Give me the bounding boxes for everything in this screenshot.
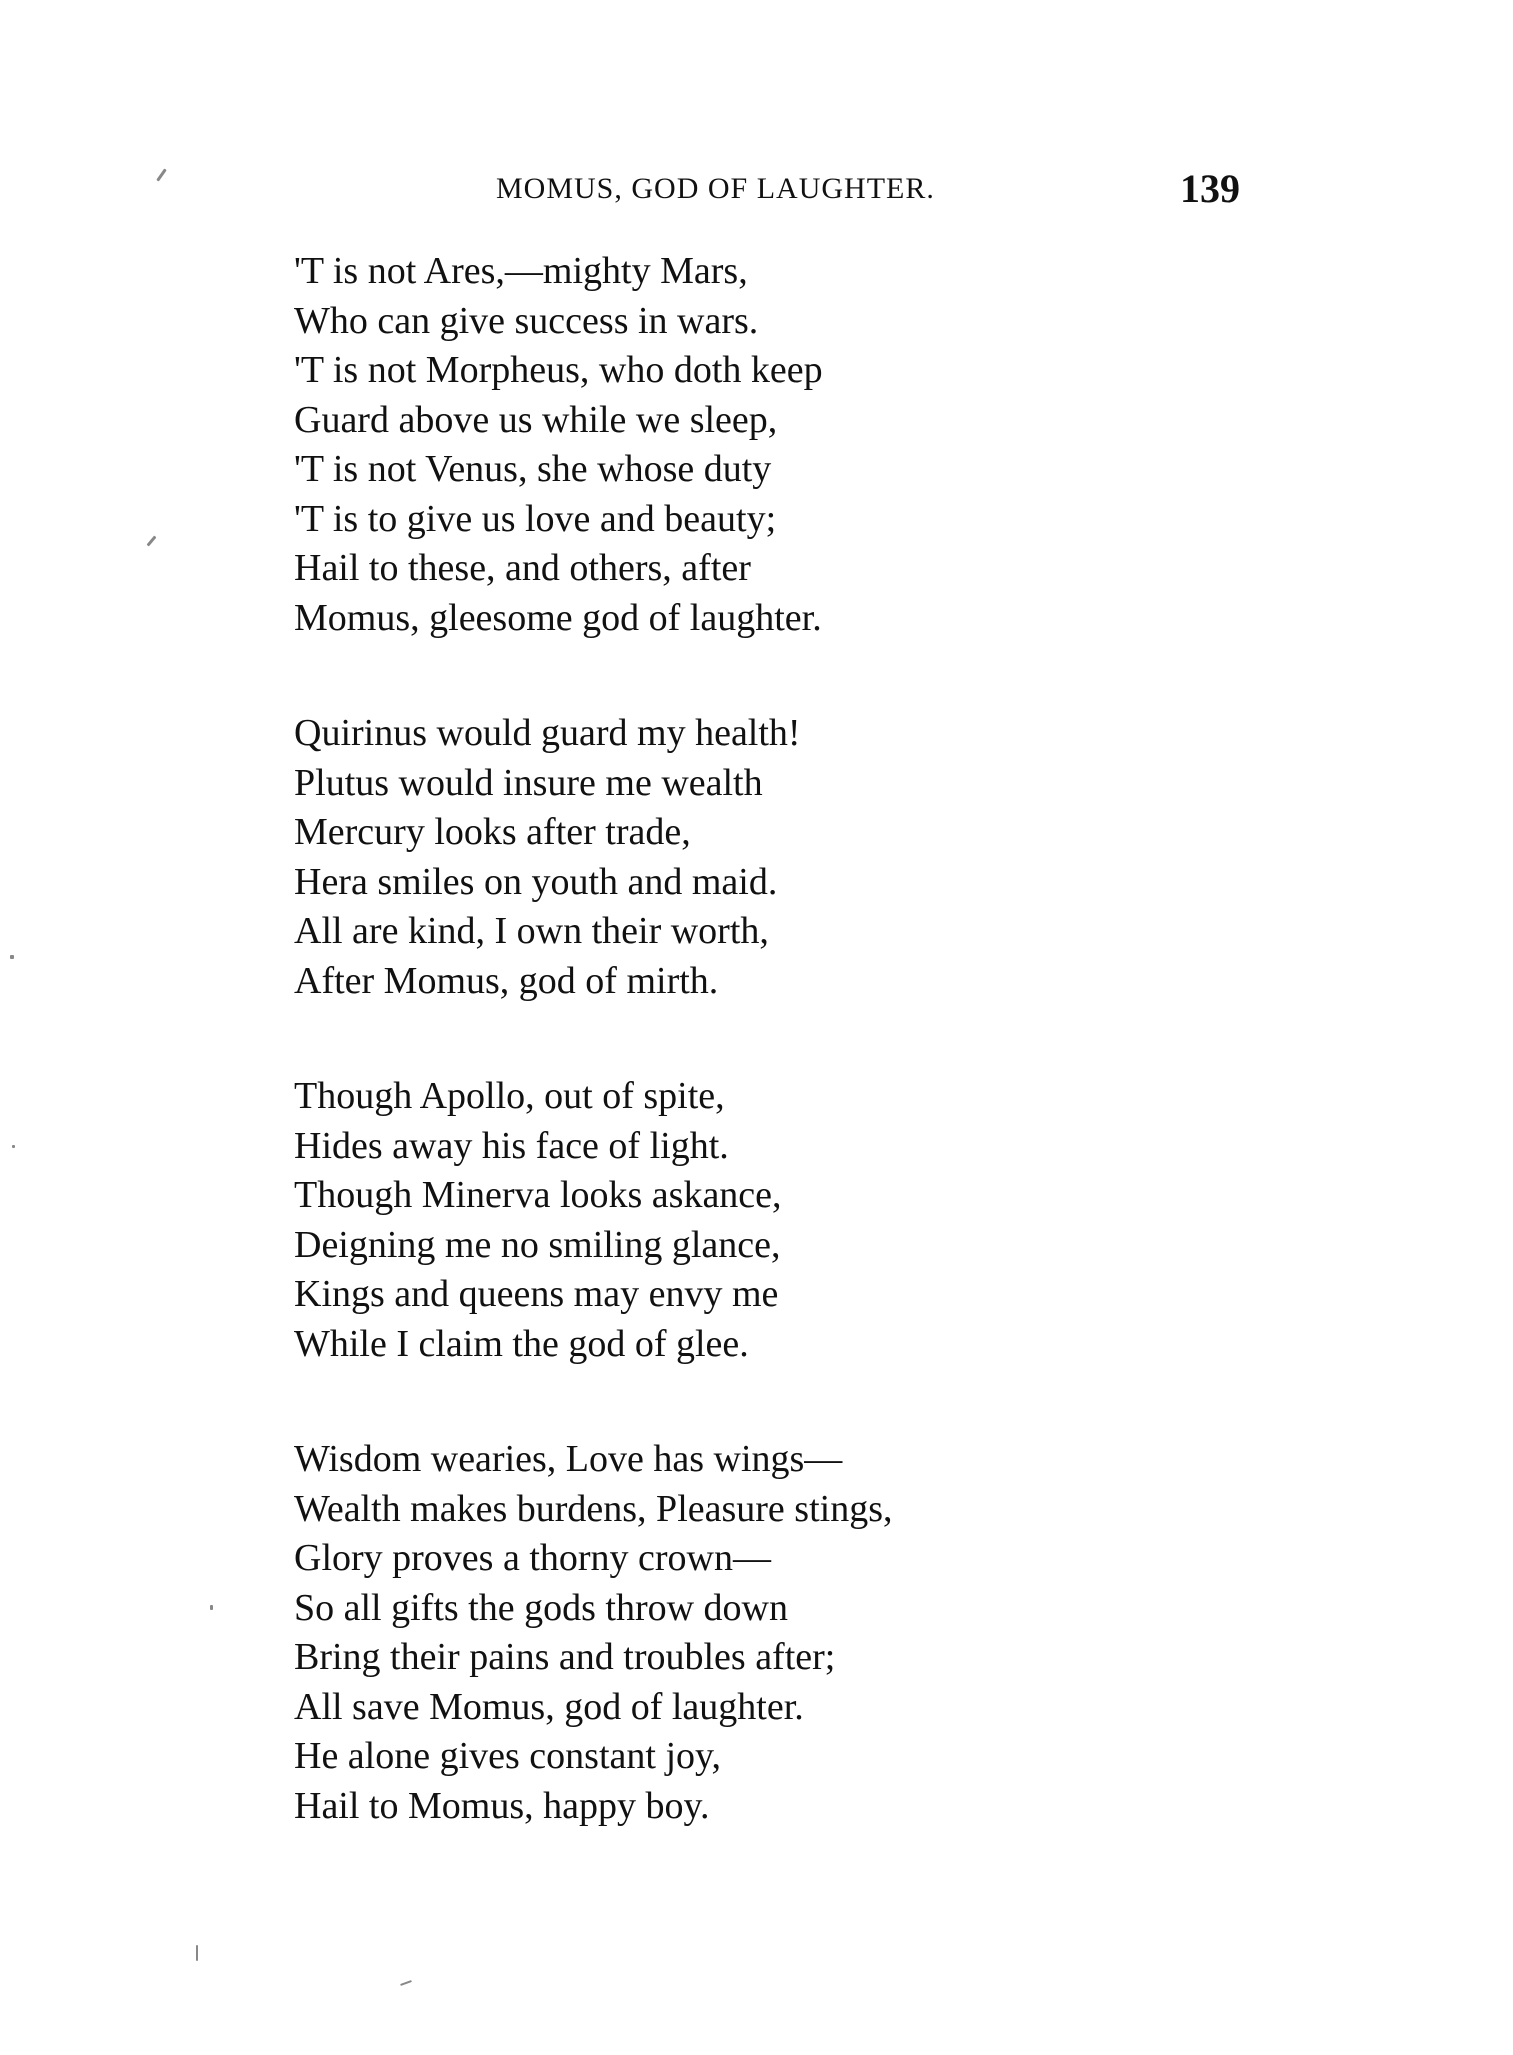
poem-line: All save Momus, god of laughter. [294,1685,804,1728]
poem-line: He alone gives constant joy, [294,1735,722,1777]
stanza-1 [294,247,1354,643]
poem-line: Guard above us while we sleep, [294,398,778,441]
scan-speck [196,1945,198,1961]
scan-speck [146,535,156,546]
poem-line: 'T is not Morpheus, who doth keep [294,349,823,391]
scan-speck [210,1605,213,1610]
poem-line: 'T is not Ares,—mighty Mars, [294,250,748,292]
poem-line: Plutus would insure me wealth [294,761,763,804]
poem-line: Though Apollo, out of spite, [294,1075,725,1117]
poem-line: While I claim the god of glee. [294,1322,749,1365]
poem-line: Quirinus would guard my health! [294,712,801,754]
stanza-3 [294,1072,1354,1369]
poem-line: Hail to Momus, happy boy. [294,1784,710,1827]
poem-line: After Momus, god of mirth. [294,959,719,1002]
poem-line: Bring their pains and troubles after; [294,1636,836,1678]
poem-line: Momus, gleesome god of laughter. [294,596,822,639]
poem-line: So all gifts the gods throw down [294,1586,788,1629]
poem [294,247,1354,1897]
scan-speck [156,168,166,181]
poem-line: Hail to these, and others, after [294,547,751,589]
poem-line: Though Minerva looks askance, [294,1174,782,1216]
poem-line: Wealth makes burdens, Pleasure stings, [294,1487,893,1530]
scan-speck [400,1980,412,1986]
poem-line: Wisdom wearies, Love has wings— [294,1438,843,1480]
poem-line: Hides away his face of light. [294,1124,729,1167]
poem-line: All are kind, I own their worth, [294,910,769,952]
page-number: 139 [1180,166,1240,211]
running-title: MOMUS, GOD OF LAUGHTER. [496,172,935,205]
stanza-2 [294,709,1354,1006]
poem-line: Glory proves a thorny crown— [294,1537,772,1579]
poem-line: Who can give success in wars. [294,299,759,342]
poem-line: Kings and queens may envy me [294,1273,779,1315]
poem-line: Deigning me no smiling glance, [294,1223,781,1266]
poem-line: Hera smiles on youth and maid. [294,860,778,903]
scan-speck [12,1145,15,1148]
poem-line: 'T is to give us love and beauty; [294,497,777,540]
poem-line: 'T is not Venus, she whose duty [294,448,772,490]
scan-speck [10,955,14,959]
poem-line: Mercury looks after trade, [294,811,691,853]
stanza-4 [294,1435,1354,1831]
